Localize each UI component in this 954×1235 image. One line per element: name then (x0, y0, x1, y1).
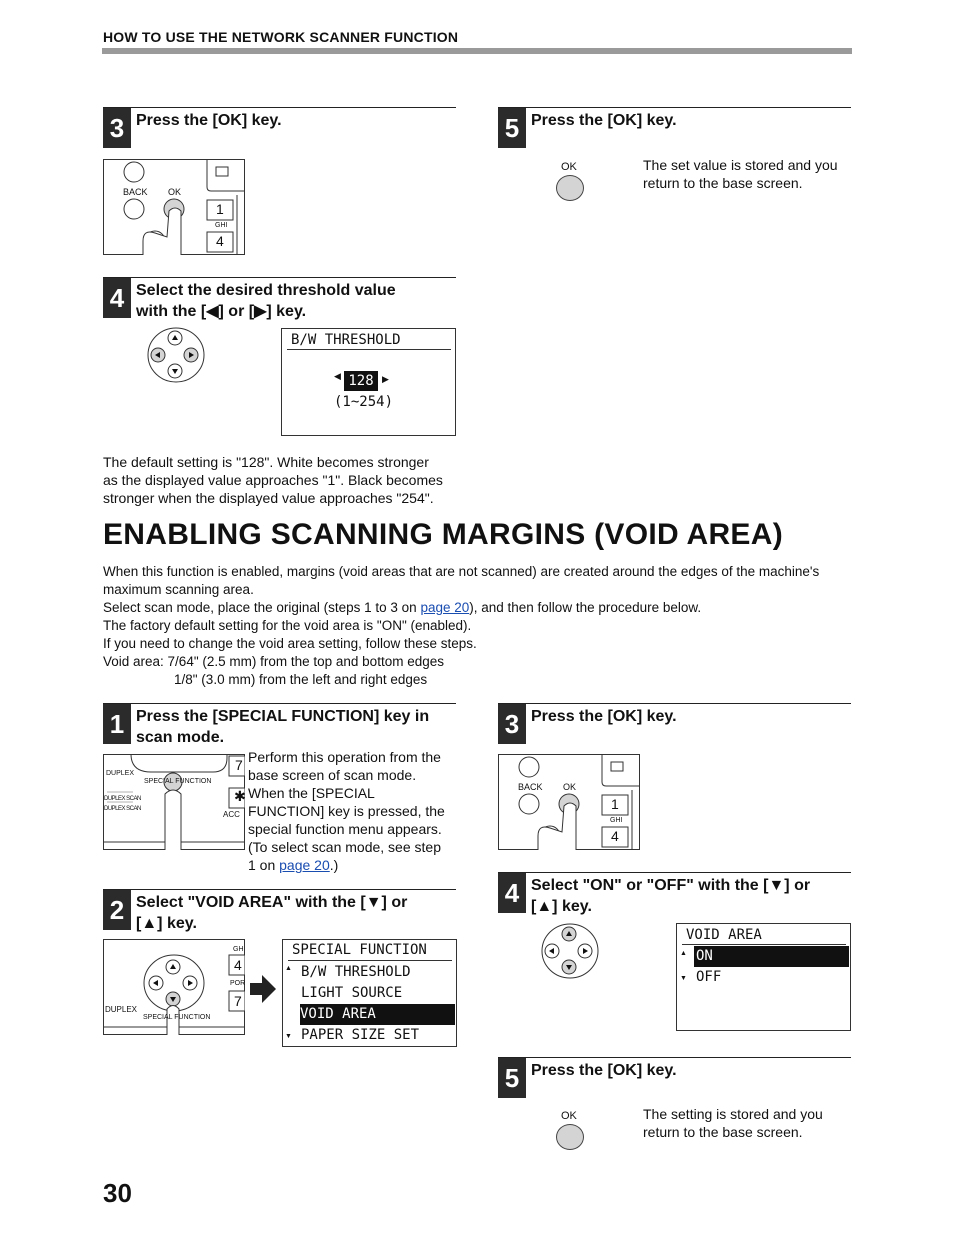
description-line: Perform this operation from the (248, 749, 441, 765)
step1-description (248, 748, 458, 874)
lcd-title-rule (288, 960, 452, 961)
step-rule (103, 277, 456, 278)
note-line: as the displayed value approaches "1". Black becomes (103, 472, 443, 488)
ok-key-icon (556, 1124, 584, 1150)
description-line: return to the base screen. (643, 1124, 803, 1140)
description-text: .) (329, 857, 339, 873)
lcd-title-rule (682, 944, 846, 945)
menu-item: PAPER SIZE SET (301, 1027, 420, 1043)
lcd-display (676, 923, 851, 1031)
step-title-line2: with the [◀] or [▶] key. (136, 303, 307, 320)
note-line: The default setting is "128". White becomes stronger (103, 454, 429, 470)
arrow-keys-icon (146, 326, 206, 384)
running-header: HOW TO USE THE NETWORK SCANNER FUNCTION (103, 29, 459, 45)
back-key-label: BACK (123, 187, 148, 197)
ghi-label: GHI (215, 222, 228, 229)
lcd-range: (1~254) (334, 394, 394, 410)
ok-key-label: OK (168, 187, 182, 197)
step-rule (498, 1057, 851, 1058)
description-line: (To select scan mode, see step (248, 839, 441, 855)
step-rule (103, 889, 456, 890)
por-label: POR (230, 980, 246, 987)
arrow-keys-icon (540, 922, 600, 980)
intro-text: ), and then follow the procedure below. (469, 600, 702, 615)
step-rule (498, 107, 851, 108)
scroll-up-icon: ▲ (680, 950, 687, 957)
page-number: 30 (103, 1178, 132, 1208)
back-key-label: BACK (518, 782, 543, 792)
step-rule (498, 872, 851, 873)
control-panel-illustration (103, 159, 245, 255)
key-4-label: 4 (216, 233, 224, 249)
section-intro (103, 563, 853, 689)
step-number: 1 (103, 704, 131, 744)
key-7-label: 7 (234, 993, 242, 1009)
section-title: ENABLING SCANNING MARGINS (VOID AREA) (103, 518, 783, 551)
step-number: 5 (498, 108, 526, 148)
description-text: 1 on (248, 857, 280, 873)
asterisk-key-icon: ✱ (234, 788, 246, 804)
page-20-link[interactable]: page 20 (420, 600, 470, 615)
description-line: return to the base screen. (643, 175, 803, 191)
duplex-label: DUPLEX (106, 770, 135, 777)
gh-label: GH (233, 946, 244, 953)
scroll-down-icon: ▼ (680, 975, 687, 982)
description-line: The set value is stored and you (643, 157, 838, 173)
intro-line: The factory default setting for the void area is "ON" (enabled). (103, 618, 472, 633)
intro-line (103, 599, 853, 617)
ghi-label: GHI (610, 817, 623, 824)
right-arrow-icon: ▶ (382, 374, 389, 384)
step-title-line1: Select "ON" or "OFF" with the [▼] or (531, 877, 811, 894)
option-on-selected: ON (694, 946, 849, 967)
duplex-scan-label: DUPLEX SCAN (104, 806, 141, 812)
step-number: 3 (498, 704, 526, 744)
description-line: FUNCTION] key is pressed, the (248, 803, 445, 819)
step-description (643, 156, 838, 192)
key-1-label: 1 (611, 796, 619, 812)
step-title: Press the [OK] key. (531, 708, 677, 725)
key-4-label: 4 (234, 957, 242, 973)
intro-line: 1/8" (3.0 mm) from the left and right edges (174, 672, 428, 687)
intro-line: When this function is enabled, margins (void areas that are not scanned) are created around the edges of the machine's (103, 564, 820, 579)
special-function-label: SPECIAL FUNCTION (144, 778, 212, 785)
key-1-label: 1 (216, 201, 224, 217)
ok-key-label: OK (561, 161, 577, 173)
step-number: 2 (103, 890, 131, 930)
intro-line: Void area: 7/64" (2.5 mm) from the top and bottom edges (103, 654, 444, 669)
lcd-title-rule (287, 349, 451, 350)
duplex-scan-label: DUPLEX SCAN (104, 796, 141, 802)
description-line: When the [SPECIAL (248, 785, 375, 801)
control-panel-illustration (498, 754, 640, 850)
intro-line: maximum scanning area. (103, 582, 254, 597)
step-title-line1: Select the desired threshold value (136, 282, 396, 299)
page-20-link[interactable]: page 20 (279, 857, 330, 873)
step-title: Press the [OK] key. (136, 112, 282, 129)
lcd-title: B/W THRESHOLD (291, 332, 401, 348)
step-title-line2: scan mode. (136, 729, 225, 746)
ok-key-label: OK (563, 782, 577, 792)
step-number: 4 (103, 278, 131, 318)
step-title-line2: [▲] key. (531, 898, 592, 915)
step-rule (103, 703, 456, 704)
lcd-display (281, 328, 456, 436)
scroll-down-icon: ▼ (285, 1033, 292, 1040)
lcd-title: VOID AREA (686, 927, 762, 943)
step-rule (498, 703, 851, 704)
menu-item: LIGHT SOURCE (301, 985, 403, 1001)
scroll-up-icon: ▲ (285, 965, 292, 972)
right-arrow-icon (250, 975, 276, 1003)
step-title: Press the [OK] key. (531, 1062, 677, 1079)
arrow-panel-illustration (103, 939, 245, 1035)
key-7-label: 7 (235, 757, 243, 773)
description-line: The setting is stored and you (643, 1106, 823, 1122)
step-number: 5 (498, 1058, 526, 1098)
menu-item-selected: VOID AREA (300, 1004, 455, 1025)
key-4-label: 4 (611, 828, 619, 844)
step-number: 4 (498, 873, 526, 913)
description-line (248, 856, 458, 874)
lcd-threshold-value: 128 (344, 371, 378, 391)
ok-key-label: OK (561, 1110, 577, 1122)
duplex-label: DUPLEX (105, 1005, 138, 1014)
intro-text: Select scan mode, place the original (steps 1 to 3 on (103, 600, 421, 615)
special-function-label: SPECIAL FUNCTION (143, 1014, 211, 1021)
step-number: 3 (103, 108, 131, 148)
step-title-line2: [▲] key. (136, 915, 197, 932)
description-line: special function menu appears. (248, 821, 442, 837)
lcd-display (282, 939, 457, 1047)
acc-label: ACC (223, 810, 240, 819)
special-function-panel-illustration (103, 754, 245, 850)
menu-item: B/W THRESHOLD (301, 964, 411, 980)
option-off: OFF (696, 969, 722, 985)
step-title: Press the [OK] key. (531, 112, 677, 129)
step-rule (103, 107, 456, 108)
left-arrow-icon: ◀ (334, 371, 341, 381)
lcd-title: SPECIAL FUNCTION (292, 942, 427, 958)
threshold-note (103, 453, 443, 507)
step-title-line1: Select "VOID AREA" with the [▼] or (136, 894, 408, 911)
header-rule (102, 48, 852, 54)
step-description (643, 1105, 823, 1141)
ok-key-icon (556, 175, 584, 201)
description-line: base screen of scan mode. (248, 767, 417, 783)
step-title-line1: Press the [SPECIAL FUNCTION] key in (136, 708, 430, 725)
note-line: stronger when the displayed value approaches "254". (103, 490, 434, 506)
intro-line: If you need to change the void area setting, follow these steps. (103, 636, 477, 651)
